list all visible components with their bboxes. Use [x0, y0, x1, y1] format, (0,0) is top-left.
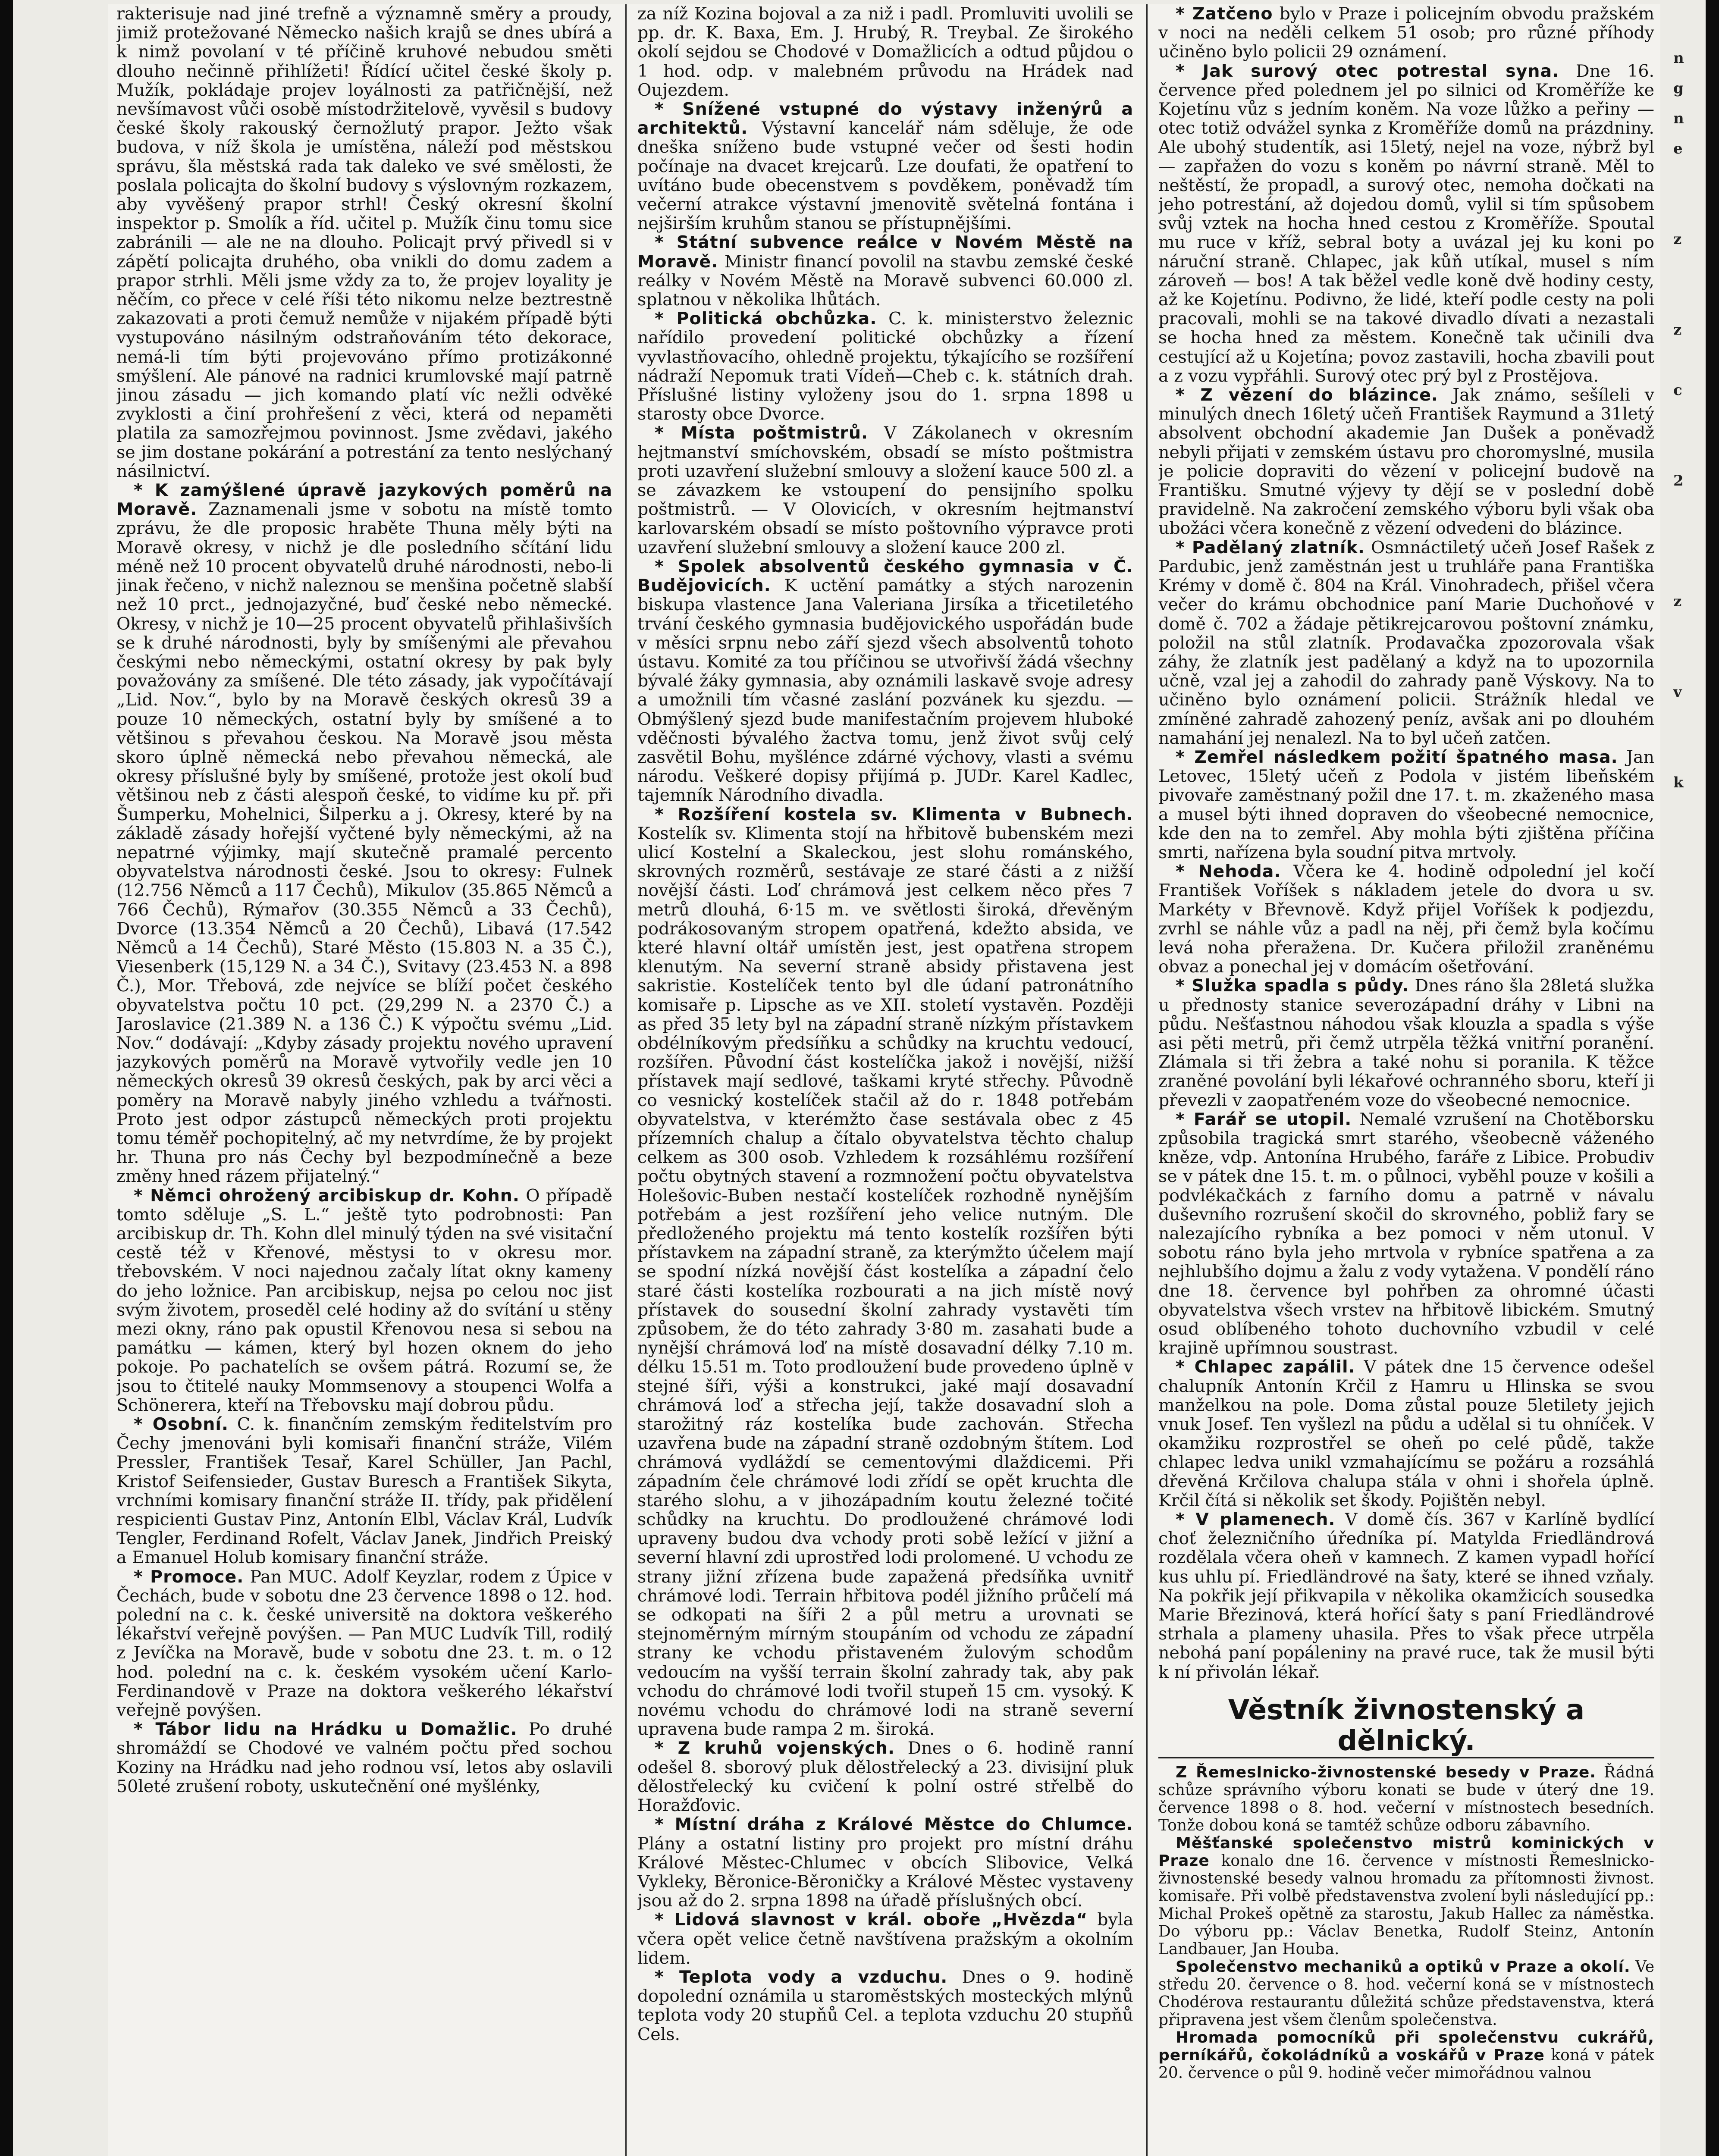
news-item-headline: * Služka spadla s půdy.: [1176, 976, 1409, 996]
text-column-right: [1158, 4, 1654, 2156]
news-item-headline: * Padělaný zlatník.: [1176, 537, 1365, 558]
margin-letter: [1673, 436, 1703, 466]
news-item: [1158, 1764, 1654, 1834]
margin-letter: [1673, 285, 1703, 315]
news-item-headline: * Chlapec zapálil.: [1176, 1357, 1355, 1377]
news-item-body: za níž Kozina bojoval a za niž i padl. Promluviti uvolili se pp. dr. K. Baxa, Em. J. Hrubý, R. Treybal. Ze širokého okolí sejdou se Chodové v Domažlicích a odtud půjdou o 1 hod. odp. v malebném průvodu na Hrádek nad Oujezdem.: [637, 4, 1133, 100]
news-item-headline: * Rozšíření kostela sv. Klimenta v Bubnech.: [655, 804, 1133, 824]
news-item: [116, 1415, 612, 1567]
news-item-body: Dnes ráno šla 28letá služka u přednosty stanice severozápadní dráhy v Libni na půdu. Nešťastnou náhodou však klouzla a spadla s výše asi pěti metrů, při čemž utrpěla těžká vnitřní poranění. Zlámala si tři žebra a také nohu si poranila. K těžce zraněné povolání byli lékařové ochranného sboru, kteří ji převezli v zaopatřeném voze do všeobecné nemocnice.: [1158, 976, 1654, 1110]
news-item: [116, 1567, 612, 1720]
news-item-headline: Z Řemeslnicko-živnostenské besedy v Praze.: [1176, 1763, 1596, 1781]
margin-letter: n: [1673, 110, 1684, 127]
news-item-headline: Společenstvo mechaniků a optiků v Praze a okolí.: [1176, 1958, 1631, 1976]
news-item-headline: * Farář se utopil.: [1176, 1109, 1352, 1129]
news-item-body: Jan Letovec, 15letý učeň z Podola v jistém libeňském pivovaře zaměstnaný požil dne 17. t. m. zkaženého masa a musel býti ihned dopraven do všeobecné nemocnice, kde den na to zemřel. Aby mohla býti zjištěna příčina smrti, nařízena byla soudní pitva mrtvoly.: [1158, 747, 1654, 862]
news-item-body: V pátek dne 15 července odešel chalupník Antonín Krčil z Hamru u Hlinska se svou manželkou na pole. Doma zůstal pouze 5letilety jejich vnuk Josef. Ten vyšlezl na půdu a udělal si tu ohníček. V okamžiku rozprostřel se oheň po celé půdě, takže chlapec ledva unikl vzmahajícímu se požáru a rozsáhlá dřevěná Krčilova chalupa stála v ohni i shořela úplně. Krčil čítá si několik set škody. Pojištěn nebyl.: [1158, 1357, 1654, 1510]
news-item-body: Ve středu 20. července o 8. hod. večerní koná se v místnostech Chodérova restaurantu důležitá schůze představenstva, která připravena jest všem členům společenstva.: [1158, 1958, 1654, 2029]
news-item: [1158, 748, 1654, 862]
margin-letter: [1673, 707, 1703, 737]
news-item-body: C. k. ministerstvo železnic nařídilo provedení politické obchůzky a řízení vyvlastňovacího, ohledně projektu, týkajícího se rozšíření nádraží Nepomuk trati Vídeň—Cheb c. k. státních drah. Příslušné listiny vyloženy jsou do 1. srpna 1898 u starosty obce Dvorce.: [637, 309, 1133, 424]
margin-letter: k: [1673, 774, 1684, 791]
news-item-body: V domě čís. 367 v Karlíně bydlící choť železničního úředníka pí. Matylda Friedländrová rozdělala včera oheň v kamnech. Z kamen vypadl hořící kus uhlu pí. Friedländrové na šaty, které se ihned vzňaly. Na pokřik její přikvapila v několika okamžicích sousedka Marie Březinová, která hořící šaty s paní Friedländrové strhala a plameny uhasila. Přes to však přece utrpěla nebohá paní popáleniny na pravé ruce, tak že musil býti k ní přivolán lékař.: [1158, 1510, 1654, 1682]
news-item-headline: Měšťanské společenstvo mistrů kominických v Praze: [1158, 1834, 1654, 1870]
news-item-headline: * Spolek absolventů českého gymnasia v Č. Budějovicích.: [637, 556, 1133, 596]
margin-letter: 2: [1673, 472, 1684, 489]
news-item-body: koná v pátek 20. července o půl 9. hodině večer mimořádnou valnou: [1158, 2046, 1654, 2082]
column-rule: [625, 4, 627, 2156]
margin-letter: c: [1673, 382, 1682, 399]
news-item-headline: Hromada pomocníků při společenstvu cukrářů, perníkářů, čokoládníků a voskářů v Praze: [1158, 2028, 1654, 2064]
news-item: [637, 1815, 1133, 1910]
news-item: [1158, 1958, 1654, 2029]
margin-letter: e: [1673, 140, 1683, 157]
news-item: [1158, 4, 1654, 62]
news-item: [637, 100, 1133, 233]
margin-letter: [1673, 194, 1703, 224]
news-item-body: Ministr financí povolil na stavbu zemské české reálky v Novém Městě na Moravě subvenci 60.000 zl. splatnou v několika lhůtách.: [637, 251, 1133, 310]
news-item-body: C. k. finančním zemským ředitelstvím pro Čechy jmenováni byli komisaři finanční stráže, Vilém Pressler, František Tesař, Karel Schüller, Jan Pachl, Kristof Seifensieder, Gustav Buresch a František Sikyta, vrchními komisary finanční stráže II. třídy, pak přidělení respicienti Gustav Pinz, Antonín Elbl, Václav Král, Ludvík Tengler, Ferdinand Rofelt, Václav Janek, Jindřich Preiský a Emanuel Holub komisary finanční stráže.: [116, 1414, 612, 1568]
news-item-headline: * Tábor lidu na Hrádku u Domažlic.: [134, 1719, 518, 1739]
news-item-body: Dne 16. července před polednem jel po silnici od Kroměříže ke Kojetínu vůz s jedním koněm. Na voze lůžko a peřiny — otec totiž odvážel synka z Kroměříže domů na prázdniny. Ale ubohý studentík, asi 15letý, nejel na voze, nýbrž byl — zapřažen do vozu s koněm po návrní straně. Měl to neštěstí, že propadl, a surový otec, nemoha dočkati na jeho potrestání, až dojedou domů, vylil si tím spůsobem svůj vztek na hocha hned cestou z Kroměříže. Spoutal mu ruce v kříž, sebral boty a uvázal jej ku koni po náruční straně. Chlapec, jak kůň utíkal, musel s ním zároveň — bos! A tak běžel vedle koně dvě hodiny cesty, až ke Kojetínu. Podivno, že lidé, kteří podle cesty na poli pracovali, mohli se na takové divadlo dívati a nezastali se hocha hned za městem. Konečně tak učinili dva cestující až u Kojetína; povoz zastavili, hocha zbavili pout a z vozu vypřáhli. Surový otec prý byl z Prostějova.: [1158, 61, 1654, 386]
news-item-headline: * Jak surový otec potrestal syna.: [1176, 61, 1559, 81]
column-rule: [1146, 4, 1148, 2156]
news-item-body: Kostelík sv. Klimenta stojí na hřbitově bubenském mezi ulicí Kostelní a Skaleckou, jest slohu románského, skrovných rozměrů, sestávaje ze staré části a z nižší novější části. Loď chrámová jest celkem něco přes 7 metrů dlouhá, 6·15 m. ve světlosti široká, dřevěným podrákosovaným stropem opatřená, kdežto absida, ve které hlavní oltář umístěn jest, jest opatřena stropem klenutým. Na severní straně absidy přistavena jest sakristie. Kostelíček tento byl dle údaní patronátního komisaře p. Lipsche as ve XII. století vystavěn. Později as před 35 lety byl na západní straně nízkým přístavkem obdélníkovým předsíňku a schůdky na kruchtu vedoucí, rozšířen. Původní část kostelíčka jakož i novější, nižší přístavek mají sedlové, taškami kryté střechy. Původně co vesnický kostelíček stačil až do r. 1848 potřebám obyvatelstva, v kterémžto čase sestávala obec z 45 přízemních chalup a čítalo obyvatelstva těchto chalup celkem as 300 osob. Vzhledem k rozsáhlému rozšíření počtu obytných stavení a rozmnožení počtu obyvatelstva Holešovic-Buben nestačí kostelíček rozhodně nynějším potřebám a jest rozšíření jeho velice nutným. Dle předloženého projektu má tento kostelík rozšířen býti přístavkem na západní straně, za kterýmžto účelem mají se spodní nízká novější část kostelíka a západní čelo staré části kostelíka rozbourati a na jich místě nový přístavek do sousední školní zahrady vystavěti tím způsobem, že do této zahrady 3·80 m. zasahati bude a nynější chrámová loď na místě dosavadní délky 7.10 m. délku 15.51 m. Toto prodloužení bude provedeno úplně v stejné šíři, výši a konstrukci, jaké mají dosavadní chrámová loď a střecha její, takže dosavadní sloh a starožitný ráz kostelíka bude zachován. Střecha uzavřena bude na západní straně ozdobným štítem. Loď chrámová vydláždí se cementovými dlaždicemi. Při západním čele chrámové lodi zřídí se opět kruchta dle starého slohu, a v jihozápadním koutu železné točité schůdky na kruchtu. Do prodloužené chrámové lodi upraveny budou dva vchody proti sobě ležící v jižní a severní hlavní zdi uprostřed lodi prolomené. U vchodu ze strany jižní zřízena bude zapažená předsíňka uvnitř chrámové lodi. Terrain hřbitova podél jižního průčelí má se odkopati na šíři 2 a půl metru a urovnati se stejnoměrným mírným stoupáním od vchodu ze západní strany ke vchodu přistaveném žulovým schodům vedoucím na vyšší terrain školní zahrady tak, aby pak vchodu do chrámové lodi tvořil stupeň 15 cm. vysoký. K novému vchodu do chrámové lodi na straně severní upravena bude rampa 2 m. široká.: [637, 823, 1133, 1739]
news-item-body: Plány a ostatní listiny pro projekt pro místní dráhu Králové Městec-Chlumec v obcích Slibovice, Velká Vykleky, Běronice-Běroničky a Králové Městec vystaveny jsou až do 2. srpna 1898 na úřadě příslušných obcí.: [637, 1833, 1133, 1911]
news-item-body: rakterisuje nad jiné trefně a významně směry a proudy, jimiž protežované Německo našich krajů se dnes ubírá a k nimž povolaní v té příčině kruhové nebudou směti dlouho nečinně přihlížeti! Řídící učitel české školy p. Mužík, pokládaje projev loyálnosti za patřičnější, než nevšímavost vůči osobě místodržitelově, vyvěsil s budovy české školy rakouský černožlutý prapor. Ježto však budova, v níž škola je umístěna, náleží pod městskou správu, šla městská rada tak daleko ve své smělosti, že poslala policajta do školní budovy s výslovným rozkazem, aby vyvěšený prapor strhl! Český okresní školní inspektor p. Smolík a říd. učitel p. Mužík činu tomu sice zabránili — ale ne na dlouho. Policajt prvý přivedl si v zápětí policajta druhého, oba vnikli do domu zadem a prapor strhli. Měli jsme vždy za to, že projev loyality je něčím, co přece v celé říši této nikomu nelze beztrestně zakazovati a proti čemuž nemůže v nijakém případě býti vystupováno násilným odstraňováním této dekorace, nemá-li tím býti projevováno přímo protizákonné smýšlení. Ale pánové na radnici krumlovské mají patrně jinou zásadu — jich komando platí víc nežli odvěké zvyklosti a činí prohřešení z věci, která od nepaměti platila za samozřejmou povinnost. Jsme zvědavi, jakého se jim dostane pokárání a potrestání za tento neslýchaný násilnictví.: [116, 4, 612, 481]
margin-letter: [1673, 254, 1703, 285]
news-item-headline: * Zemřel následkem požití špatného masa.: [1176, 747, 1618, 767]
section-title: Věstník živnostenský a dělnický.: [1158, 1695, 1654, 1758]
news-item-body: K uctění památky a stých narozenin biskupa vlastence Jana Valeriana Jirsíka a třicetiletého trvání českého gymnasia budějovického uspořádán bude v měsíci srpnu nebo září sjezd všech absolventů tohoto ústavu. Komité za tou příčinou se utvořivší žádá všechny bývalé žáky gymnasia, aby oznámili laskavě svoje adresy a umožnili tím včasné zaslání pozvánek ku sjezdu. — Obmýšlený sjezd bude manifestačním projevem hluboké vděčnosti bývalého žactva tomu, jenž život svůj celý zasvětil Bohu, myšlénce zdárné výchovy, vlasti a svému národu. Veškeré dopisy přijímá p. JUDr. Karel Kadlec, tajemník Národního divadla.: [637, 576, 1133, 805]
news-item: [1158, 2029, 1654, 2082]
news-item-headline: * Politická obchůzka.: [655, 309, 877, 329]
news-item-headline: * Zatčeno: [1176, 4, 1273, 24]
news-item: [116, 481, 612, 1186]
news-item-body: Dnes o 9. hodině dopolední oznámila u staroměstských mosteckých mlýnů teplota vody 20 stupňů Cel. a teplota vzduchu 20 stupňů Cels.: [637, 1967, 1133, 2044]
news-item: [1158, 1357, 1654, 1510]
news-item: [1158, 1110, 1654, 1358]
news-item: [637, 1739, 1133, 1815]
news-item: [1158, 385, 1654, 538]
margin-letter: z: [1673, 593, 1682, 610]
news-item: [637, 1910, 1133, 1968]
news-item: [637, 557, 1133, 805]
margin-letter: [1673, 556, 1703, 586]
news-item-body: Nemalé vzrušení na Chotěborsku způsobila tragická smrt starého, všeobecně váženého kněze, vdp. Antonína Hrubého, faráře z Libice. Probudiv se v pátek dne 15. t. m. o půlnoci, vyběhl pouze v košili a podvlékačkách z farního domu a patrně v návalu duševního rozrušení skočil do skrovného, pobliž fary se nalezajícího rybníka a bez pomoci v něm utonul. V sobotu ráno byla jeho mrtvola v rybníce spatřena a za nejhlubšího dojmu a žalu z vody vytažena. V pondělí ráno dne 18. července byl pohřben za ohromné účasti obyvatelstva všech vrstev na hřbitově libickém. Smutný osud oblíbeného tohoto duchovního vzbudil v celé krajině upřímnou soustrast.: [1158, 1109, 1654, 1358]
news-item: [637, 309, 1133, 423]
news-item-body: Zaznamenali jsme v sobotu na místě tomto zprávu, že dle proposic hraběte Thuna měly býti na Moravě okresy, v nichž je dle posledního sčítání lidu méně než 10 procent obyvatelů druhé národnosti, nebo-li jinak řečeno, v nichž naleznou se menšina početně slabší než 10 prct., jednojazyčné, buď české nebo německé. Okresy, v nichž je 10—25 procent obyvatelů přihlašivších se k druhé národnosti, byly by smíšenými ale převahou českými nebo německými, ostatní okresy by pak byly považovány za smíšené. Dle této zásady, jak vypočítávají „Lid. Nov.“, bylo by na Moravě českých okresů 39 a pouze 10 německých, ostatní byly by smíšené a to většinou s převahou českou. Na Moravě jsou města skoro úplně německá nebo převahou německá, ale okresy příslušné byly by smíšené, protože jest okolí buď většinou neb z části alespoň české, to vidíme ku př. při Šumperku, Mohelnici, Šilperku a j. Okresy, které by na základě zásady hořejší vyčtené byly německými, až na nepatrné výjimky, mají skutečně pramalé percento obyvatelstva národnosti české. Jsou to okresy: Fulnek (12.756 Němců a 117 Čechů), Mikulov (35.865 Němců a 766 Čechů), Rýmařov (30.355 Němců a 33 Čechů), Dvorce (13.354 Němců a 20 Čechů), Libavá (17.542 Němců a 14 Čechů), Staré Město (15.803 N. a 35 Č.), Viesenberk (15,129 N. a 34 Č.), Svitavy (23.453 N. a 898 Č.), Mor. Třebová, zde nejvíce se blíží počet českého obyvatelstva počtu 10 pct. (29,299 N. a 2370 Č.) a Jaroslavice (21.389 N. a 136 Č.) K výpočtu svému „Lid. Nov.“ dodávají: „Kdyby zásady projektu nového upravení jazykových poměrů na Moravě vytvořily vedle jen 10 německých okresů 39 okresů českých, pak by arci věci a poměry na Moravě nabyly jiného vzhledu a tvářnosti. Proto jest odpor zástupců německých proti projektu tomu téměř pochopitelný, ač my netvrdíme, že by projekt hr. Thuna pro nás Čechy byl bezpodmínečně a beze změny hned rázem přijatelný.“: [116, 499, 612, 1187]
news-item: [116, 1720, 612, 1796]
text-column-left: [116, 4, 612, 2156]
margin-letter: [1673, 405, 1703, 436]
news-item-continuation: [116, 4, 612, 481]
news-item-body: bylo v Praze i policejním obvodu pražském v noci na neděli celkem 51 osob; pro různé příhody učiněno bylo policii 29 oznámení.: [1158, 4, 1654, 62]
news-item-body: Včera ke 4. hodině odpolední jel kočí František Voříšek s nákladem jetele do dvora u sv. Markéty v Břevnově. Když přijel Voříšek k podjezdu, zvrhl se náhle vůz a padl na něj, při čemž byla kočímu levá noha přeražena. Dr. Kučera přiložil zraněnému obvaz a ponechal jej v domácím ošetřování.: [1158, 862, 1654, 977]
text-column-middle: [637, 4, 1133, 2156]
newspaper-page: [108, 4, 1660, 2156]
news-item-body: Jak známo, sešíleli v minulých dnech 16letý učeň František Raymund a 31letý absolvent obchodní akademie Jan Dušek a poněvadž nebyli přijati v zemském ústavu pro choromyslné, musila je policie dopraviti do vězení v policejní budově na Františku. Smutné výjevy ty dějí se v poslední době pravidelně. Na zakročení zemského výboru byli však oba ubožáci včera konečně z vězení odvedeni do blázince.: [1158, 385, 1654, 539]
news-item: [1158, 862, 1654, 976]
margin-letter: [1673, 164, 1703, 194]
news-item: [1158, 976, 1654, 1109]
news-item-body: Pan MUC. Adolf Keyzlar, rodem z Úpice v Čechách, bude v sobotu dne 23 července 1898 o 12. hod. polední na c. k. české universitě na doktora veškerého lékařství veřejně povýšen. — Pan MUC Ludvík Till, rodilý z Jevíčka na Moravě, bude v sobotu dne 23. t. m. o 12 hod. polední na c. k. českém vysokém učení Karlo-Ferdinandově v Praze na doktora veškerého lékařství veřejně povýšen.: [116, 1567, 612, 1720]
news-item-headline: * K zamýšlené úpravě jazykových poměrů na Moravě.: [116, 480, 612, 520]
news-item-headline: * Z vězení do blázince.: [1176, 385, 1438, 405]
news-item-headline: * Němci ohrožený arcibiskup dr. Kohn.: [134, 1185, 520, 1206]
news-item: [1158, 62, 1654, 385]
news-item: [637, 423, 1133, 557]
news-item: [1158, 538, 1654, 748]
scan-edge-right: [1706, 0, 1719, 2156]
scan-edge-left: [0, 0, 13, 2156]
news-item-headline: * Místní dráha z Králové Městce do Chlumce.: [655, 1814, 1133, 1835]
news-item-body: V Zákolanech v okresním hejtmanství smíchovském, obsadí se místo poštmistra proti uzavření služební smlouvy a složení kauce 500 zl. a se závazkem ke vstoupení do pensijního spolku poštmistrů. — V Olovicích, v okresním hejtmanství karlovarském obsadí se místo poštovního výpravce proti uzavření služební smlouvy a složení kauce 200 zl.: [637, 423, 1133, 558]
news-item: [637, 233, 1133, 309]
margin-letter: [1673, 617, 1703, 647]
news-item-continuation: [637, 4, 1133, 100]
margin-letter: [1673, 647, 1703, 677]
news-item-body: Osmnáctiletý učeň Josef Rašek z Pardubic, jenž zaměstnán jest u truhláře pana Františka Krémy v domě č. 804 na Král. Vinohradech, přišel včera večer do krámu obchodnice paní Marie Duchoňové v domě č. 702 a žádaje pětikrejcarovou poštovní známku, položil na stůl zlatník. Prodavačka zpozorovala však záhy, že zlatník jest padělaný a když na to upozornila učně, vzal jej a zahodil do zahrady paně Výskovy. Na to učiněno bylo oznámení policii. Strážník hledal ve zmíněné zahradě zahozený peníz, avšak ani po dlouhém namahání jej nenalezl. Na to byl učeň zatčen.: [1158, 537, 1654, 748]
news-item-body: Po druhé shromáždí se Chodové ve valném počtu před sochou Koziny na Hrádku nad jeho rodnou vsí, letos aby oslavili 50leté zrušení roboty, uskutečnění oné myšlénky,: [116, 1719, 612, 1796]
news-item-headline: * Z kruhů vojenských.: [655, 1738, 895, 1758]
news-item: [637, 1968, 1133, 2044]
news-item-body: Dnes o 6. hodině ranní odešel 8. sborový pluk dělostřelecký a 23. divisijní pluk dělostřelecký ku cvičení k polní ostré střelbě do Horažďovic.: [637, 1738, 1133, 1816]
news-item-headline: * Nehoda.: [1176, 862, 1281, 882]
news-item: [637, 805, 1133, 1739]
news-item-body: byla včera opět velice četně navštívena pražským a okolním lidem.: [637, 1910, 1133, 1968]
margin-letter: [1673, 496, 1703, 526]
cropped-adjacent-page-letters: [1673, 43, 1703, 798]
margin-letter: [1673, 526, 1703, 556]
news-item-headline: * Promoce.: [134, 1567, 244, 1587]
news-item: [116, 1186, 612, 1415]
margin-letter: z: [1673, 231, 1682, 248]
margin-letter: z: [1673, 321, 1682, 338]
news-item-body: Řádná schůze správního výboru konati se bude v úterý dne 19. července 1898 o 8. hod. večerní v místnostech besedních. Tonže dobou koná se tamtéž schůze odboru zábavního.: [1158, 1763, 1654, 1834]
margin-letter: [1673, 737, 1703, 768]
margin-letter: g: [1673, 80, 1684, 97]
news-item-body: Výstavní kancelář nám sděluje, že ode dneška sníženo bude vstupné večer od šesti hodin počínaje na dvacet krejcarů. Lze doufati, že opatření to uvítáno bude obecenstvem s povděkem, poněvadž tím večerní atrakce výstavní jmenovitě světelná fontána i nejširším kruhům stanou se přístupnějšími.: [637, 118, 1133, 234]
news-item: [1158, 1510, 1654, 1682]
margin-letter: n: [1673, 50, 1684, 67]
news-item-headline: * Lidová slavnost v král. oboře „Hvězda“: [655, 1910, 1088, 1930]
news-item: [1158, 1834, 1654, 1958]
news-item-headline: * Teplota vody a vzduchu.: [655, 1967, 948, 1987]
news-item-headline: * Místa poštmistrů.: [655, 423, 868, 443]
margin-letter: v: [1673, 683, 1682, 701]
margin-letter: [1673, 345, 1703, 375]
news-item-body: O případě tomto sděluje „S. L.“ ještě tyto podrobnosti: Pan arcibiskup dr. Th. Kohn dlel minulý týden na své visitační cestě též v Křenové, městysi to v okresu mor. třebovském. V noci najednou začaly lítat okny kameny do jeho ložnice. Pan arcibiskup, nejsa po celou noc jist svým životem, proseděl celé hodiny až do svítání u stěny mezi okny, ráno pak opustil Křenovou nesa si sebou na památku — kámen, který byl hozen oknem do jeho pokoje. Po pachatelích se ovšem pátrá. Rozumí se, že jsou to čtitelé nauky Mommsenovy a stoupenci Wolfa a Schönerera, kteří na Třebovsku mají dobrou půdu.: [116, 1185, 612, 1415]
news-item-headline: * V plamenech.: [1176, 1510, 1336, 1530]
news-item-headline: * Státní subvence reálce v Novém Městě na Moravě.: [637, 232, 1133, 272]
news-item-headline: * Snížené vstupné do výstavy inženýrů a architektů.: [637, 99, 1133, 138]
news-item-body: konalo dne 16. července v místnosti Řemeslnicko-živnostenské besedy valnou hromadu za přítomnosti živnost. komisaře. Při volbě představenstva zvolení byli následující pp.: Michal Prokeš opětně za starostu, Jakub Hallec za náměstka. Do výboru pp.: Václav Benetka, Rudolf Steinz, Antonín Landbauer, Jan Houba.: [1158, 1852, 1654, 1958]
news-item-headline: * Osobní.: [134, 1414, 229, 1435]
